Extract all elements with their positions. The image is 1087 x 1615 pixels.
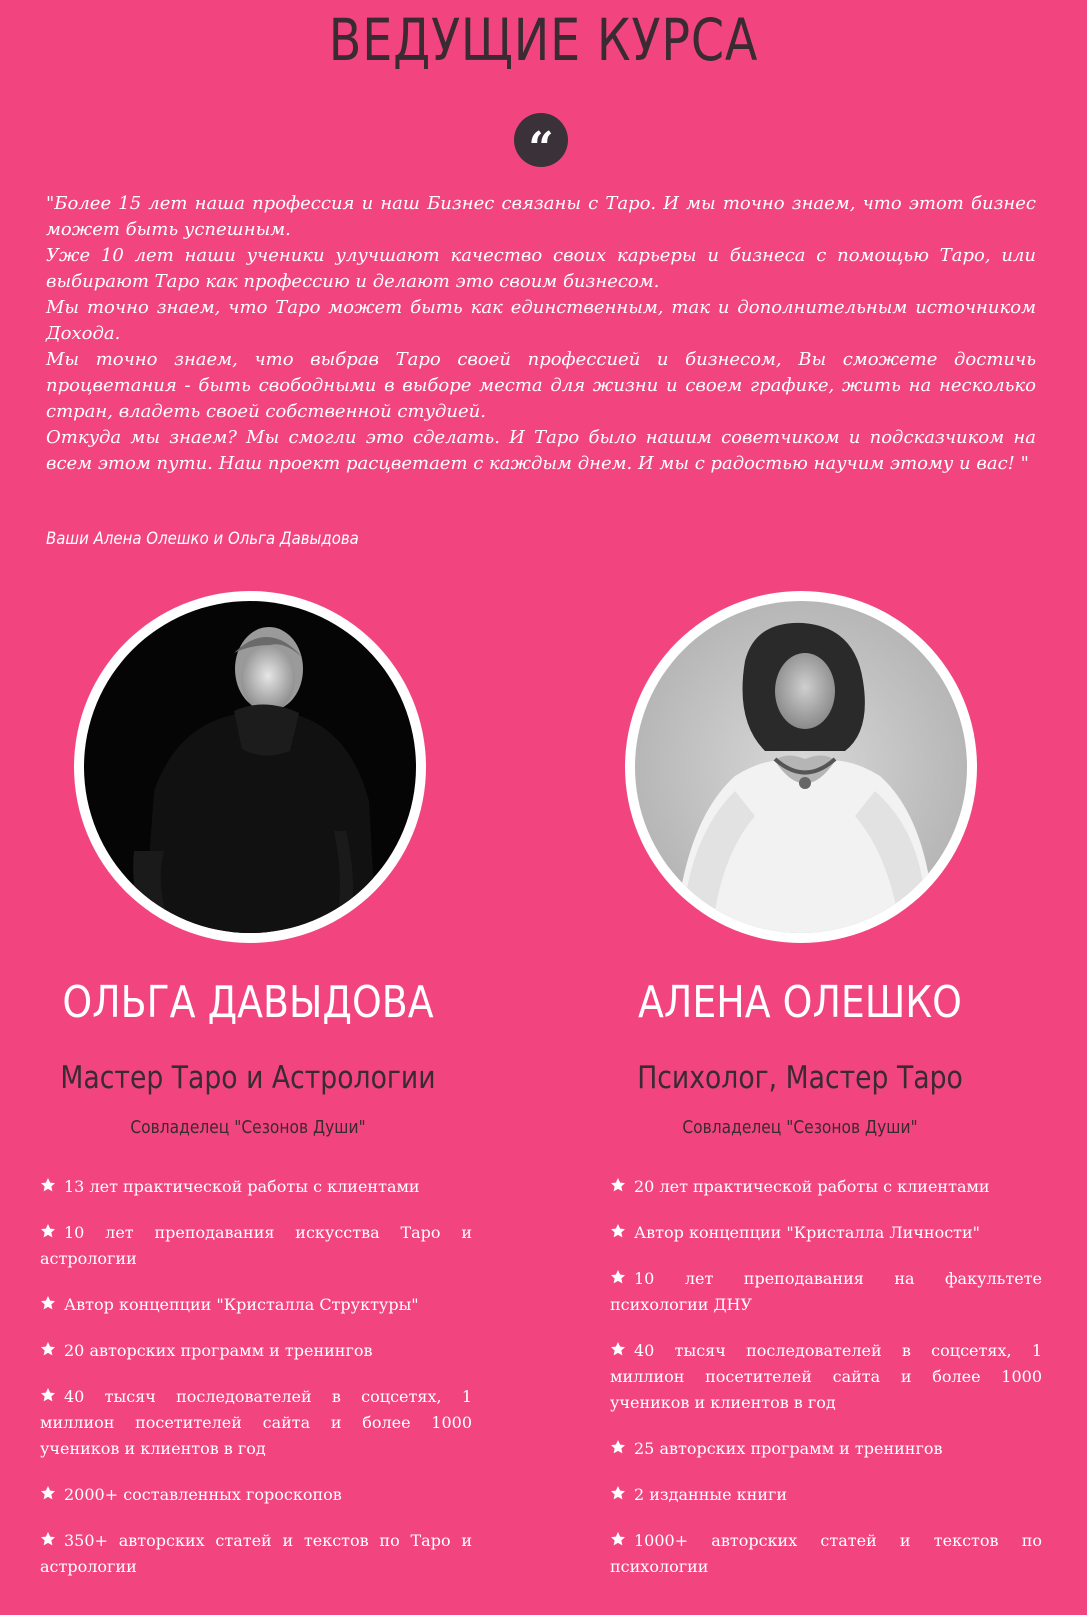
achievement-text: 2000+ составленных гороскопов — [64, 1485, 342, 1504]
achievement-item — [40, 1338, 472, 1364]
star-icon — [610, 1223, 626, 1239]
host-role: Мастер Таро и Астрологии — [60, 1060, 436, 1096]
achievement-item — [40, 1482, 472, 1508]
host-role: Психолог, Мастер Таро — [637, 1060, 963, 1096]
achievement-text: 13 лет практической работы с клиентами — [64, 1177, 420, 1196]
achievement-text: 20 авторских программ и тренингов — [64, 1341, 373, 1360]
host-photo-alena — [625, 591, 977, 943]
achievement-text: 10 лет преподавания на факультете психологии ДНУ — [610, 1269, 1042, 1314]
star-icon — [40, 1223, 56, 1239]
star-icon — [40, 1177, 56, 1193]
star-icon — [610, 1439, 626, 1455]
achievement-text: 10 лет преподавания искусства Таро и астрологии — [40, 1223, 472, 1268]
achievement-text: 20 лет практической работы с клиентами — [634, 1177, 990, 1196]
quote-paragraph: Откуда мы знаем? Мы смогли это сделать. И Таро было нашим советчиком и подсказчиком на всем этом пути. Наш проект расцветает с каждым днем. И мы с радостью научим этому и вас! " — [46, 427, 1036, 474]
quote-paragraph: "Более 15 лет наша профессия и наш Бизнес связаны с Таро. И мы точно знаем, что этот бизнес может быть успешным. — [46, 193, 1036, 240]
achievement-text: Автор концепции "Кристалла Структуры" — [64, 1295, 419, 1314]
portrait-alena — [635, 601, 967, 933]
achievement-item — [40, 1528, 472, 1580]
star-icon — [610, 1341, 626, 1357]
achievement-item — [610, 1436, 1042, 1462]
star-icon — [40, 1341, 56, 1357]
host-photo-olga — [74, 591, 426, 943]
achievement-text: 2 изданные книги — [634, 1485, 788, 1504]
quote-text — [46, 191, 1036, 477]
achievement-item — [40, 1384, 472, 1462]
quote-signature: Ваши Алена Олешко и Ольга Давыдова — [46, 529, 359, 549]
achievement-text: 25 авторских программ и тренингов — [634, 1439, 943, 1458]
achievement-item — [610, 1482, 1042, 1508]
host-company: Совладелец "Сезонов Души" — [682, 1117, 918, 1138]
star-icon — [40, 1295, 56, 1311]
quote-paragraph: Мы точно знаем, что выбрав Таро своей профессией и бизнесом, Вы сможете достичь процветания - быть свободными в выборе места для жизни и своем графике, жить на несколько стран, владеть своей собственной студией. — [46, 349, 1036, 422]
achievement-item — [610, 1174, 1042, 1200]
portrait-olga — [84, 601, 416, 933]
achievements-list-olga — [40, 1174, 472, 1600]
host-name: ОЛЬГА ДАВЫДОВА — [62, 977, 434, 1028]
host-name: АЛЕНА ОЛЕШКО — [638, 977, 962, 1028]
achievement-item — [610, 1220, 1042, 1246]
achievement-text: Автор концепции "Кристалла Личности" — [634, 1223, 981, 1242]
quote-icon: “ — [514, 113, 568, 167]
achievement-item — [610, 1338, 1042, 1416]
achievement-item — [40, 1220, 472, 1272]
host-company: Совладелец "Сезонов Души" — [130, 1117, 366, 1138]
achievement-text: 40 тысяч последователей в соцсетях, 1 миллион посетителей сайта и более 1000 учеников и клиентов в год — [610, 1341, 1042, 1412]
achievement-item — [610, 1266, 1042, 1318]
star-icon — [40, 1485, 56, 1501]
star-icon — [610, 1531, 626, 1547]
achievement-item — [40, 1174, 472, 1200]
achievement-item — [610, 1528, 1042, 1580]
star-icon — [610, 1177, 626, 1193]
star-icon — [610, 1485, 626, 1501]
star-icon — [40, 1531, 56, 1547]
star-icon — [40, 1387, 56, 1403]
page-title: ВЕДУЩИЕ КУРСА — [328, 6, 759, 74]
quote-paragraph: Мы точно знаем, что Таро может быть как единственным, так и дополнительным источником Дохода. — [46, 297, 1036, 344]
achievement-text: 1000+ авторских статей и текстов по психологии — [610, 1531, 1042, 1576]
star-icon — [610, 1269, 626, 1285]
achievement-text: 40 тысяч последователей в соцсетях, 1 миллион посетителей сайта и более 1000 учеников и клиентов в год — [40, 1387, 472, 1458]
achievements-list-alena — [610, 1174, 1042, 1600]
quote-paragraph: Уже 10 лет наши ученики улучшают качество своих карьеры и бизнеса с помощью Таро, или выбирают Таро как профессию и делают это своим бизнесом. — [46, 245, 1036, 292]
achievement-item — [40, 1292, 472, 1318]
achievement-text: 350+ авторских статей и текстов по Таро и астрологии — [40, 1531, 472, 1576]
